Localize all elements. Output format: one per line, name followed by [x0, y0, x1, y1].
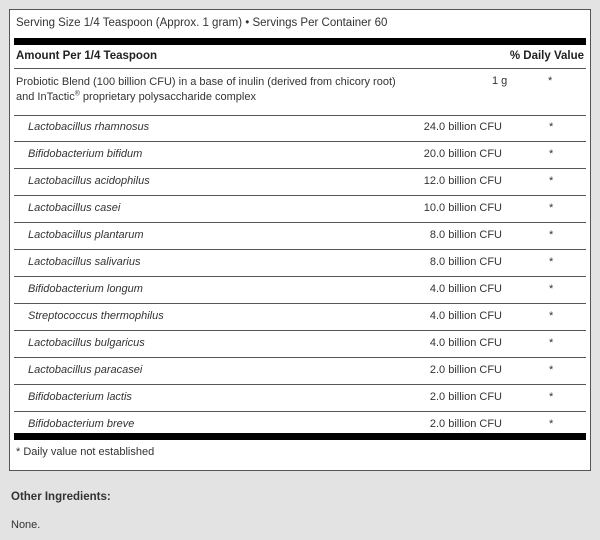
- strain-amount: 12.0 billion CFU: [423, 175, 502, 187]
- strain-daily-value: *: [549, 337, 554, 349]
- strain-name: Lactobacillus salivarius: [28, 256, 141, 268]
- strain-amount: 24.0 billion CFU: [423, 121, 502, 133]
- strain-daily-value: *: [549, 175, 554, 187]
- daily-value-heading: % Daily Value: [509, 50, 584, 62]
- strain-name: Bifidobacterium longum: [28, 283, 143, 295]
- strain-name: Lactobacillus acidophilus: [28, 175, 150, 187]
- daily-value-footnote: * Daily value not established: [16, 446, 155, 458]
- other-ingredients-value: None.: [11, 519, 41, 531]
- registered-mark: ®: [74, 90, 80, 98]
- strain-amount: 2.0 billion CFU: [429, 391, 502, 403]
- strain-daily-value: *: [549, 256, 554, 268]
- strain-amount: 4.0 billion CFU: [429, 337, 502, 349]
- supplement-facts-panel: [9, 9, 591, 471]
- blend-text-part2: proprietary polysaccharide complex: [79, 91, 256, 103]
- top-divider-bar: [14, 38, 586, 45]
- serving-info: Serving Size 1/4 Teaspoon (Approx. 1 gram) • Servings Per Container 60: [16, 17, 388, 29]
- strain-name: Lactobacillus plantarum: [28, 229, 144, 241]
- strain-row: [14, 385, 586, 412]
- bottom-divider-bar: [14, 433, 586, 440]
- strain-amount: 4.0 billion CFU: [429, 283, 502, 295]
- strain-daily-value: *: [549, 364, 554, 376]
- strain-name: Bifidobacterium lactis: [28, 391, 132, 403]
- probiotic-blend-description: [16, 75, 416, 105]
- blend-daily-value: *: [548, 75, 553, 87]
- strain-name: Lactobacillus paracasei: [28, 364, 143, 376]
- strain-row: [14, 358, 586, 385]
- strain-daily-value: *: [549, 310, 554, 322]
- strain-row: [14, 115, 586, 142]
- strain-daily-value: *: [549, 229, 554, 241]
- strain-amount: 4.0 billion CFU: [429, 310, 502, 322]
- strain-row: [14, 223, 586, 250]
- strain-row: [14, 331, 586, 358]
- strain-row: [14, 277, 586, 304]
- strain-list: [14, 115, 586, 438]
- strain-name: Lactobacillus bulgaricus: [28, 337, 145, 349]
- blend-amount: 1 g: [492, 75, 508, 87]
- strain-name: Bifidobacterium breve: [28, 418, 135, 430]
- strain-name: Streptococcus thermophilus: [28, 310, 164, 322]
- strain-amount: 10.0 billion CFU: [423, 202, 502, 214]
- strain-row: [14, 250, 586, 277]
- amount-per-serving-heading: Amount Per 1/4 Teaspoon: [16, 50, 158, 62]
- strain-daily-value: *: [549, 391, 554, 403]
- strain-amount: 20.0 billion CFU: [423, 148, 502, 160]
- table-header: [14, 46, 586, 69]
- strain-row: [14, 169, 586, 196]
- other-ingredients-heading: Other Ingredients:: [11, 491, 111, 503]
- strain-daily-value: *: [549, 418, 554, 430]
- strain-daily-value: *: [549, 283, 554, 295]
- strain-daily-value: *: [549, 148, 554, 160]
- strain-name: Lactobacillus rhamnosus: [28, 121, 150, 133]
- strain-amount: 8.0 billion CFU: [429, 229, 502, 241]
- strain-amount: 2.0 billion CFU: [429, 364, 502, 376]
- strain-row: [14, 142, 586, 169]
- strain-name: Lactobacillus casei: [28, 202, 121, 214]
- blend-text-part1: Probiotic Blend (100 billion CFU) in a base of inulin (derived from chicory root) and InTactic: [16, 76, 396, 103]
- strain-daily-value: *: [549, 121, 554, 133]
- strain-row: [14, 304, 586, 331]
- strain-amount: 2.0 billion CFU: [429, 418, 502, 430]
- strain-amount: 8.0 billion CFU: [429, 256, 502, 268]
- probiotic-blend-row: [14, 69, 586, 116]
- strain-name: Bifidobacterium bifidum: [28, 148, 143, 160]
- strain-row: [14, 196, 586, 223]
- strain-daily-value: *: [549, 202, 554, 214]
